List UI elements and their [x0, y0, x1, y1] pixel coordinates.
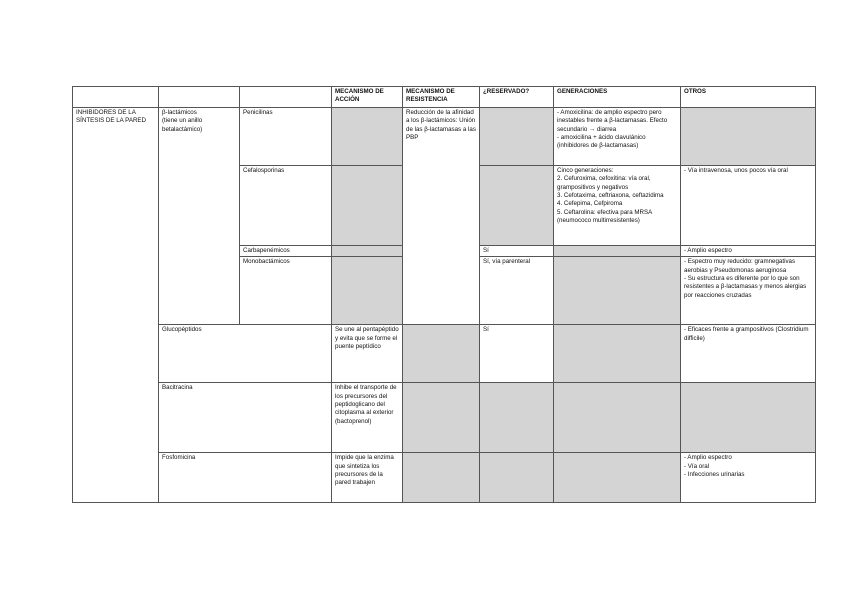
action-cell	[332, 166, 403, 246]
row-name: Fosfomicina	[159, 453, 332, 503]
resistance-cell	[403, 453, 480, 503]
antibiotics-table	[72, 86, 816, 503]
reserved-cell	[480, 453, 554, 503]
beta-lactam-label: β-lactámicos (tiene un anillo betalactámico)	[159, 108, 240, 325]
others-cell: - Espectro muy reducido: gramnegativas aerobias y Pseudomonas aeruginosa - Su estructura es diferente por lo que son resistentes a β-lactamasas y menos alergias por reacciones cruzadas	[681, 257, 816, 325]
action-cell: Se une al pentapéptido y evita que se forme el puente peptídico	[332, 325, 403, 383]
others-cell: - Eficaces frente a grampositivos (Clostridium difficile)	[681, 325, 816, 383]
header-mecanismo-resistencia: MECANISMO DE RESISTENCIA	[403, 87, 480, 108]
generations-cell	[554, 325, 681, 383]
header-otros: OTROS	[681, 87, 816, 108]
row-name: Glucopéptidos	[159, 325, 332, 383]
table-row	[73, 453, 816, 503]
header-mecanismo-accion: MECANISMO DE ACCIÓN	[332, 87, 403, 108]
row-name: Bacitracina	[159, 383, 332, 453]
action-cell	[332, 108, 403, 166]
header-row	[73, 87, 816, 108]
action-cell	[332, 246, 403, 257]
header-cell	[73, 87, 159, 108]
table-row	[73, 383, 816, 453]
resistance-cell: Reducción de la afinidad a los β-lactámicos: Unión de las β-lactamasas a las PBP	[403, 108, 480, 325]
table-row	[73, 108, 816, 166]
generations-cell: Cinco generaciones: 2. Cefuroxima, cefoxitina: vía oral, grampositivos y negativos 3. Cefotaxima, ceftriaxona, ceftazidima 4. Cefepima, Cefpiroma 5. Ceftarolina: efectiva para MRSA (neumococo multirresistentes)	[554, 166, 681, 246]
row-name: Carbapenémicos	[240, 246, 332, 257]
others-cell	[681, 383, 816, 453]
reserved-cell	[480, 166, 554, 246]
others-cell: - Amplio espectro - Vía oral - Infecciones urinarias	[681, 453, 816, 503]
header-reservado: ¿RESERVADO?	[480, 87, 554, 108]
action-cell: Impide que la enzima que sintetiza los precursores de la pared trabajen	[332, 453, 403, 503]
reserved-cell: Sí, vía parenteral	[480, 257, 554, 325]
others-cell: - Amplio espectro	[681, 246, 816, 257]
generations-cell	[554, 246, 681, 257]
generations-cell	[554, 453, 681, 503]
others-cell: - Vía intravenosa, unos pocos vía oral	[681, 166, 816, 246]
reserved-cell: Sí	[480, 325, 554, 383]
reserved-cell	[480, 108, 554, 166]
row-name: Penicilinas	[240, 108, 332, 166]
generations-cell: - Amoxicilina: de amplio espectro pero inestables frente a β-lactamasas. Efecto secundario → diarrea - amoxicilina + ácido clavulánico (inhibidores de β-lactamasas)	[554, 108, 681, 166]
action-cell: Inhibe el transporte de los precursores del peptidoglicano del citoplasma al exterior (bactoprenol)	[332, 383, 403, 453]
group-label: INHIBIDORES DE LA SÍNTESIS DE LA PARED	[73, 108, 159, 503]
header-generaciones: GENERACIONES	[554, 87, 681, 108]
generations-cell	[554, 383, 681, 453]
row-name: Monobactámicos	[240, 257, 332, 325]
reserved-cell: Sí	[480, 246, 554, 257]
table-row	[73, 325, 816, 383]
generations-cell	[554, 257, 681, 325]
row-name: Cefalosporinas	[240, 166, 332, 246]
action-cell	[332, 257, 403, 325]
reserved-cell	[480, 383, 554, 453]
resistance-cell	[403, 325, 480, 383]
others-cell	[681, 108, 816, 166]
header-cell	[159, 87, 240, 108]
resistance-cell	[403, 383, 480, 453]
header-cell	[240, 87, 332, 108]
